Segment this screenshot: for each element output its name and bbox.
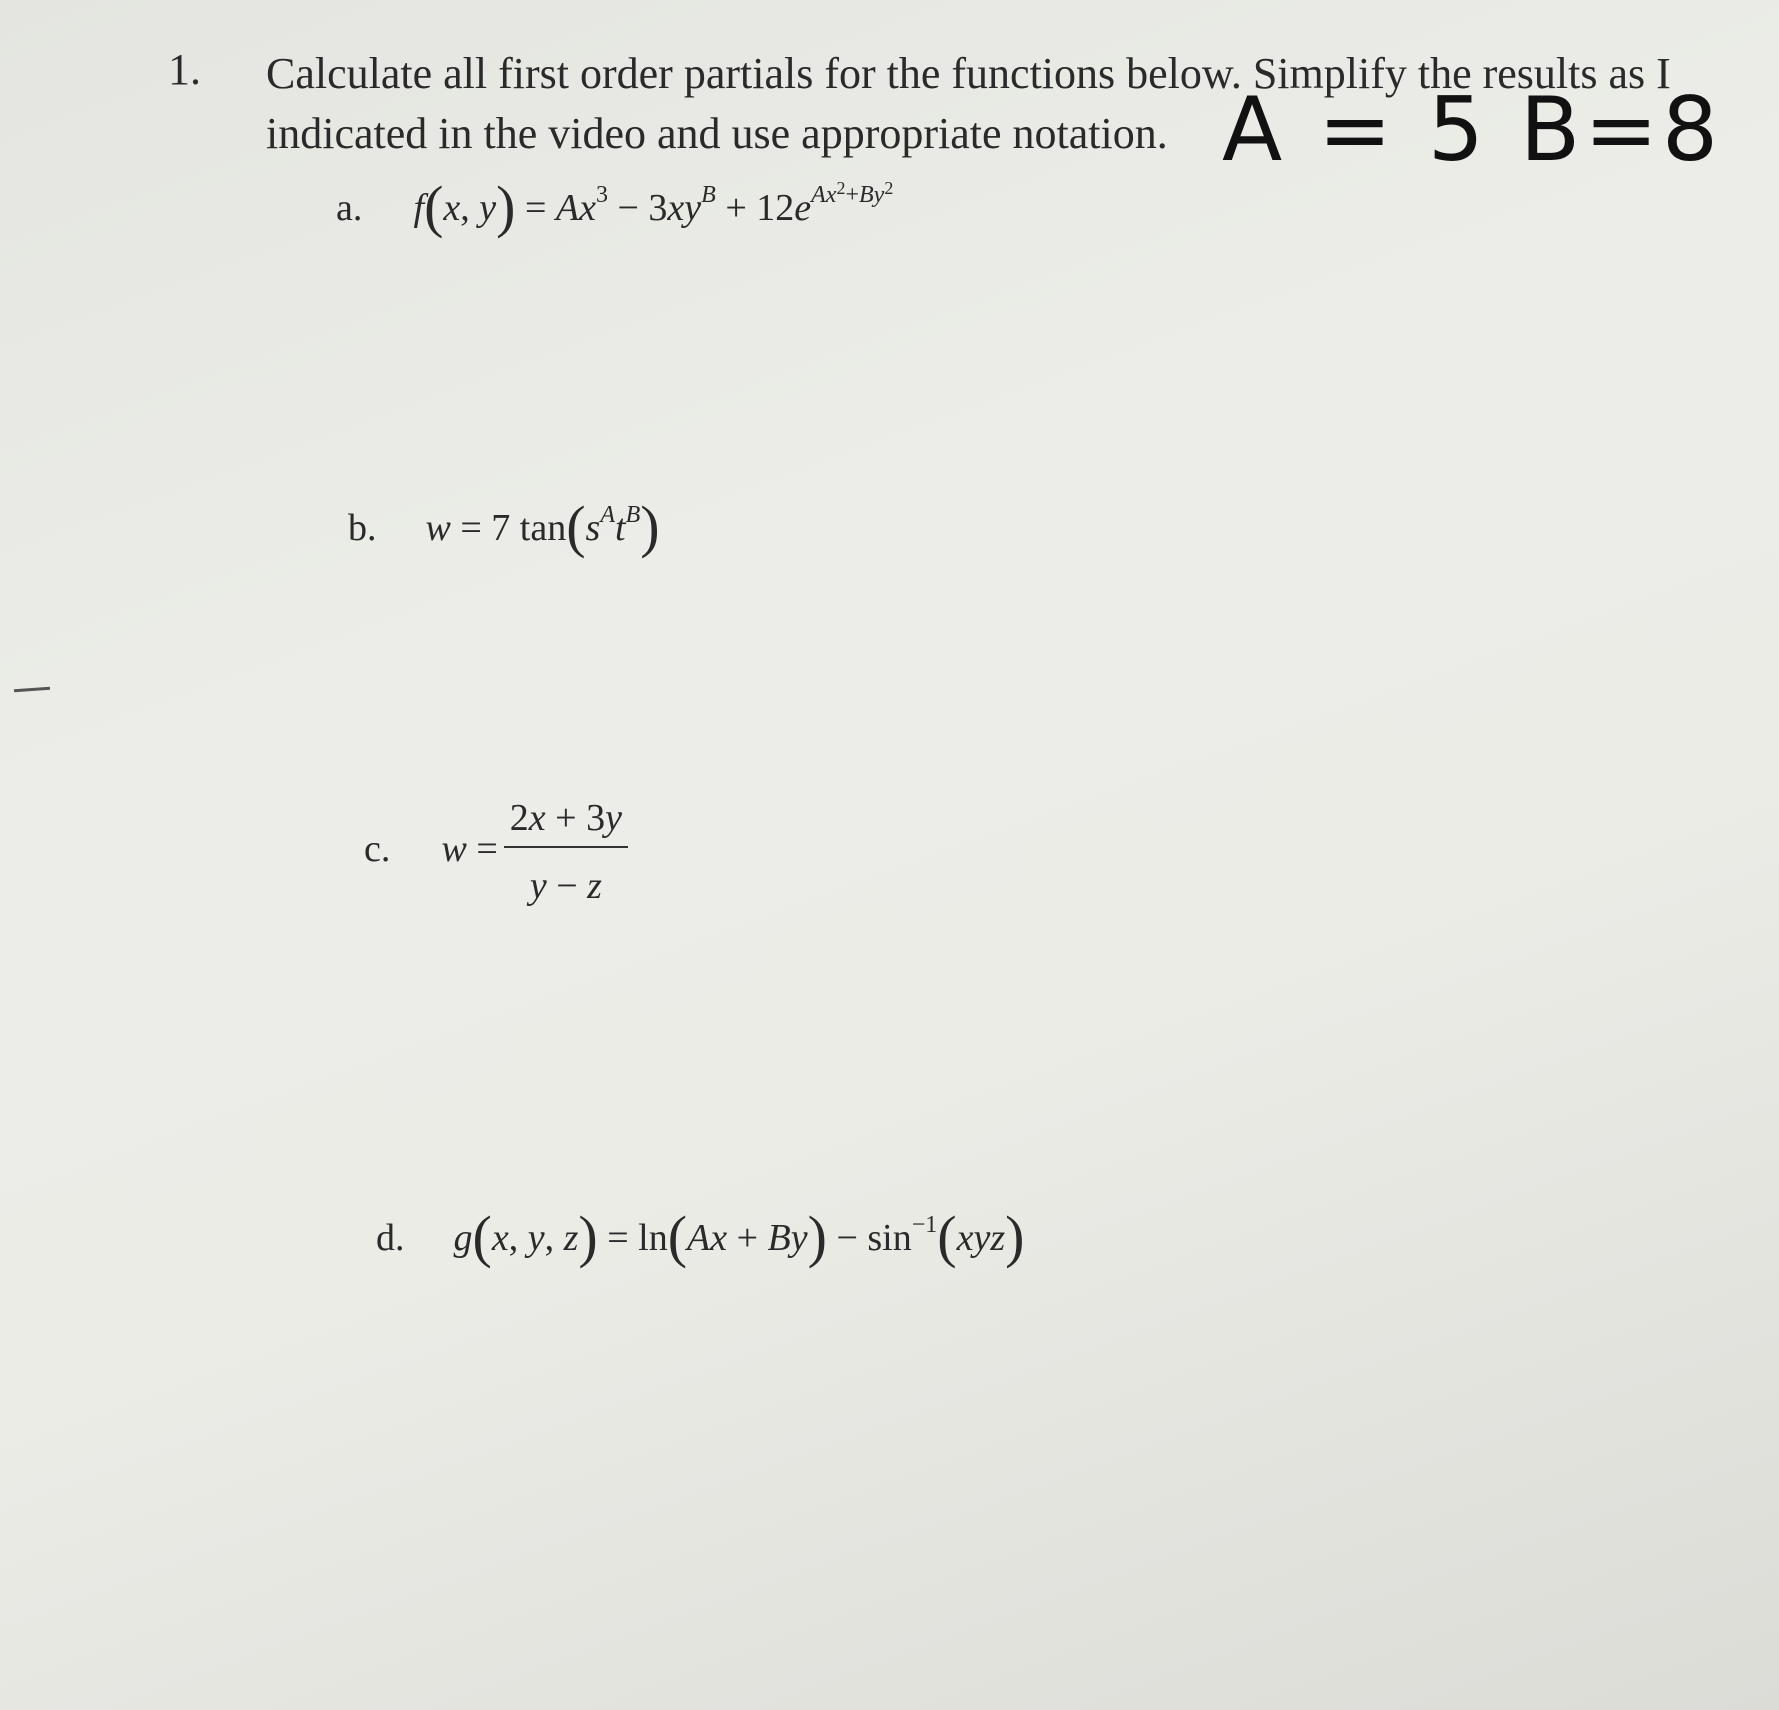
part-b	[348, 494, 660, 559]
part-a-label: a.	[336, 187, 363, 229]
part-d-equation: g(x, y, $z) = \ln(Ax + By) - \sin^{-1}(xyz)$	[453, 1204, 1025, 1269]
part-b-equation: w = 7 $\tan(s^At^B)$	[425, 494, 660, 559]
question-number: 1.	[168, 45, 201, 94]
edge-mark	[14, 687, 50, 693]
question-text: Calculate all first order partials for the functions below. Simplify the results as I indicated in the video and use appropriate notation.	[266, 49, 1671, 158]
part-c-equation: w = $\frac{2x + 3y}{y - z}$	[442, 828, 628, 870]
part-a-equation: f(x, $y) = Ax^3 - 3xy^B + 12e^{Ax^2+By^2}$	[413, 174, 894, 239]
fraction: $\frac{2x + 3y}{y - z}$	[504, 796, 628, 908]
part-a	[336, 174, 894, 239]
part-c-label: c.	[364, 827, 391, 870]
part-b-label: b.	[348, 507, 377, 549]
handwritten-constants: A = 5 B=8	[1222, 78, 1722, 181]
part-d-label: d.	[376, 1217, 405, 1259]
part-c	[364, 796, 628, 908]
part-d	[376, 1204, 1025, 1269]
